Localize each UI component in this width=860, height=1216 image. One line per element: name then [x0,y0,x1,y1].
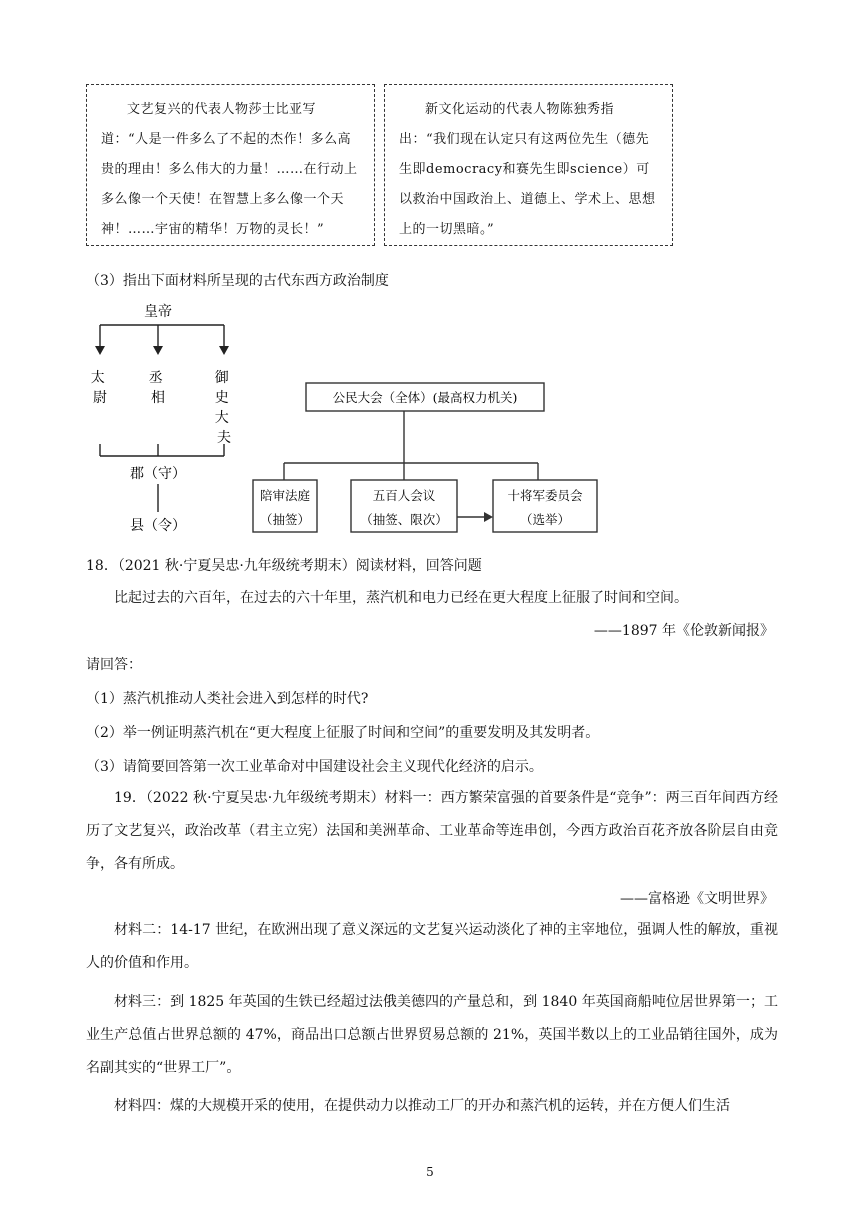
question-18-item-2: （2）举一例证明蒸汽机在“更大程度上征服了时间和空间”的重要发明及其发明者。 [86,725,600,741]
official-chengxiang [149,370,167,406]
emperor-label: 皇帝 [144,304,172,320]
official-yushidafu-char2: 史 [214,390,229,406]
assembly-label: 公民大会（全体）(最高权力机关) [332,390,518,405]
body-name: 十将军委员会 [507,488,583,503]
question-19-material-1: 19．（2022 秋·宁夏吴忠·九年级统考期末）材料一：西方繁荣富强的首要条件是“竞争”：两三百年间西方经历了文艺复兴，政治改革（君主立宪）法国和美洲革命、工业革命等连串创，今西方政治百花齐放各阶层自由竞争，各有所成。 [86,790,778,872]
quote-text: 新文化运动的代表人物陈独秀指出：“我们现在认定只有这两位先生（德先生即democracy和赛先生即science）可以救治中国政治上、道德上、学术上、思想上的一切黑暗。” [399,102,656,237]
official-yushidafu-char1: 御 [214,370,229,386]
arrow-down-icon [153,346,163,355]
question-18-heading: 18．（2021 秋·宁夏吴忠·九年级统考期末）阅读材料，回答问题 [86,558,482,574]
commandery-label: 郡（守） [130,466,186,482]
official-yushidafu-char4: 夫 [217,430,231,446]
arrow-down-icon [95,346,105,355]
body-method: （抽签、限次） [360,512,448,527]
official-yushidafu [215,370,233,446]
quote-text: 文艺复兴的代表人物莎士比亚写道：“人是一件多么了不起的杰作！多么高贵的理由！多么伟大的力量！……在行动上多么像一个天使！在智慧上多么像一个天神！……宇宙的精华！万物的灵长！” [101,102,358,237]
qin-system-diagram [88,298,248,538]
question-18-item-3: （3）请简要回答第一次工业革命对中国建设社会主义现代化经济的启示。 [86,759,543,775]
body-method: （选举） [519,512,571,527]
question-19-source-1: ——富格逊《文明世界》 [620,891,774,907]
arrow-down-icon [219,346,229,355]
question-19-material-4: 材料四：煤的大规模开采的使用，在提供动力以推动工厂的开办和蒸汽机的运转，并在方便人们生活 [114,1098,730,1114]
body-method: （抽签） [259,512,311,527]
body-name: 五百人会议 [372,488,436,503]
body-name: 陪审法庭 [259,488,311,503]
official-taiwei-char2: 尉 [93,390,107,406]
question-18-material: 比起过去的六百年，在过去的六十年里，蒸汽机和电力已经在更大程度上征服了时间和空间。 [114,590,688,606]
quote-box-chen-duxiu [384,84,673,246]
question-3: （3）指出下面材料所呈现的古代东西方政治制度 [86,273,389,289]
county-label: 县（令） [130,518,186,534]
question-18-prompt: 请回答： [86,657,142,673]
athens-system-diagram [250,378,602,536]
question-19-material-2: 材料二：14-17 世纪，在欧洲出现了意义深远的文艺复兴运动淡化了神的主宰地位，强调人性的解放，重视人的价值和作用。 [86,922,778,971]
official-taiwei-char1: 太 [90,370,105,386]
official-yushidafu-char3: 大 [214,410,229,426]
official-chengxiang-char1: 丞 [148,370,163,386]
page-number: 5 [426,1165,434,1179]
quote-box-shakespeare [86,84,375,246]
question-18-source: ——1897 年《伦敦新闻报》 [593,623,774,639]
official-taiwei [91,369,109,406]
question-18-item-1: （1）蒸汽机推动人类社会进入到怎样的时代? [86,691,369,707]
official-chengxiang-char2: 相 [151,390,165,406]
arrow-right-icon [484,512,493,522]
question-19-material-3: 材料三：到 1825 年英国的生铁已经超过法俄美德四的产量总和，到 1840 年英国商船吨位居世界第一；工业生产总值占世界总额的 47%，商品出口总额占世界贸易总额的 21%，英国半数以上的工业品销往国外，成为名副其实的“世界工厂”。 [86,994,778,1076]
